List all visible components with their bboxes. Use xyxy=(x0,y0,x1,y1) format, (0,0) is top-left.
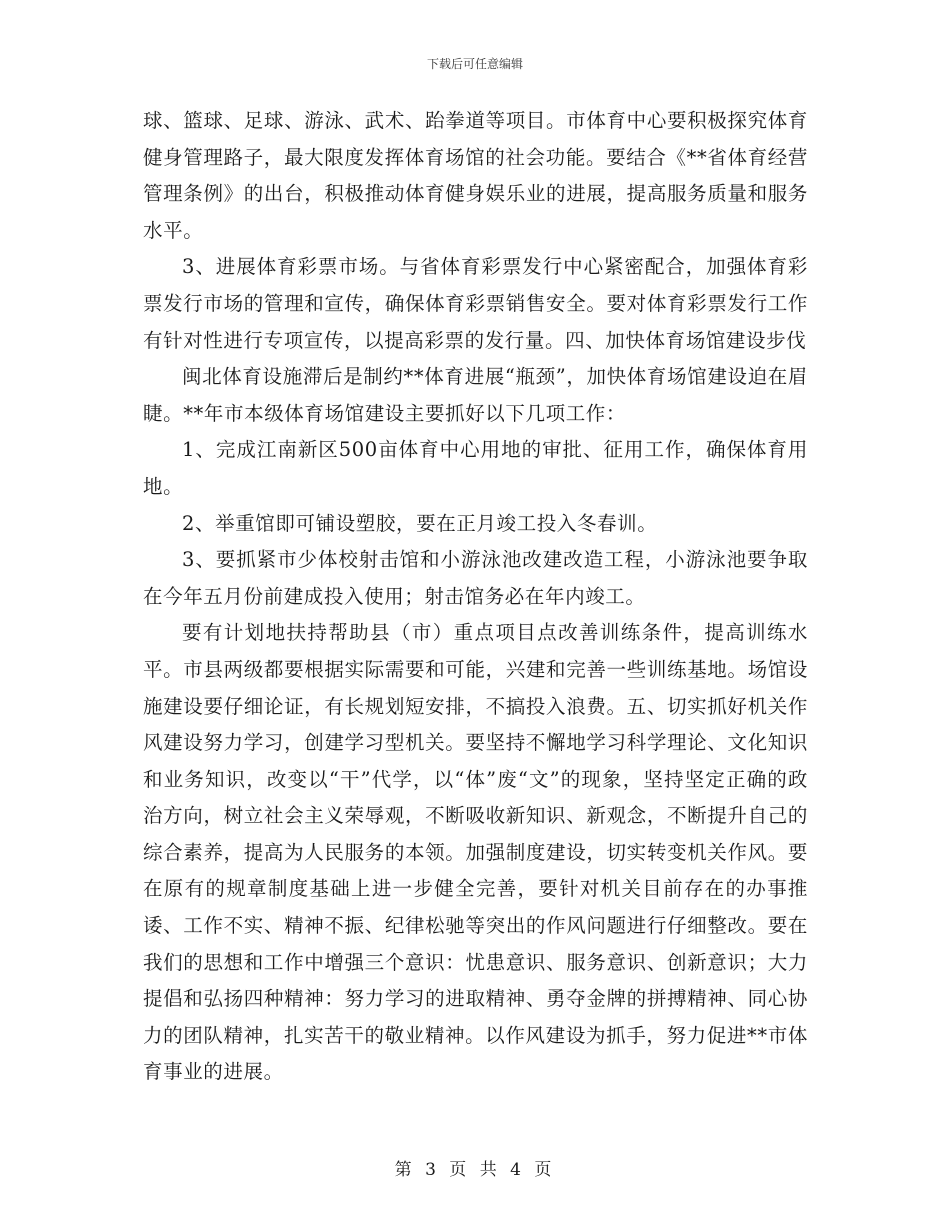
page-number: 第 3 页 共 4 页 xyxy=(394,1160,556,1180)
paragraph: 3、要抓紧市少体校射击馆和小游泳池改建改造工程，小游泳池要争取在今年五月份前建成投入使用；射击馆务必在年内竣工。 xyxy=(143,548,808,608)
paragraph: 2、举重馆即可铺设塑胶，要在正月竣工投入冬春训。 xyxy=(182,511,658,535)
paragraph: 闽北体育设施滞后是制约**体育进展“瓶颈”，加快体育场馆建设迫在眉睫。**年市本级体育场馆建设主要抓好以下几项工作： xyxy=(143,365,808,425)
paragraph: 要有计划地扶持帮助县（市）重点项目点改善训练条件，提高训练水平。市县两级都要根据实际需要和可能，兴建和完善一些训练基地。场馆设施建设要仔细论证，有长规划短安排，不搞投入浪费。五、切实抓好机关作风建设努力学习，创建学习型机关。要坚持不懈地学习科学理论、文化知识和业务知识，改变以“干”代学，以“体”废“文”的现象，坚持坚定正确的政治方向，树立社会主义荣辱观，不断吸收新知识、新观念，不断提升自己的综合素养，提高为人民服务的本领。加强制度建设，切实转变机关作风。要在原有的规章制度基础上进一步健全完善，要针对机关目前存在的办事推诿、工作不实、精神不振、纪律松驰等突出的作风问题进行仔细整改。要在我们的思想和工作中增强三个意识：忧患意识、服务意识、创新意识；大力提倡和弘扬四种精神：努力学习的进取精神、勇夺金牌的拼搏精神、同心协力的团队精神，扎实苦干的敬业精神。以作风建设为抓手，努力促进**市体育事业的进展。 xyxy=(143,621,808,1084)
paragraph: 3、进展体育彩票市场。与省体育彩票发行中心紧密配合，加强体育彩票发行市场的管理和宣传，确保体育彩票销售安全。要对体育彩票发行工作有针对性进行专项宣传，以提高彩票的发行量。四、加快体育场馆建设步伐 xyxy=(143,255,808,352)
page-header-note: 下载后可任意编辑 xyxy=(426,57,523,71)
paragraph: 1、完成江南新区500亩体育中心用地的审批、征用工作，确保体育用地。 xyxy=(143,438,808,498)
document-body xyxy=(143,103,808,1091)
paragraph: 球、篮球、足球、游泳、武术、跆拳道等项目。市体育中心要积极探究体育健身管理路子，最大限度发挥体育场馆的社会功能。要结合《**省体育经营管理条例》的出台，积极推动体育健身娱乐业的进展，提高服务质量和服务水平。 xyxy=(143,109,808,242)
